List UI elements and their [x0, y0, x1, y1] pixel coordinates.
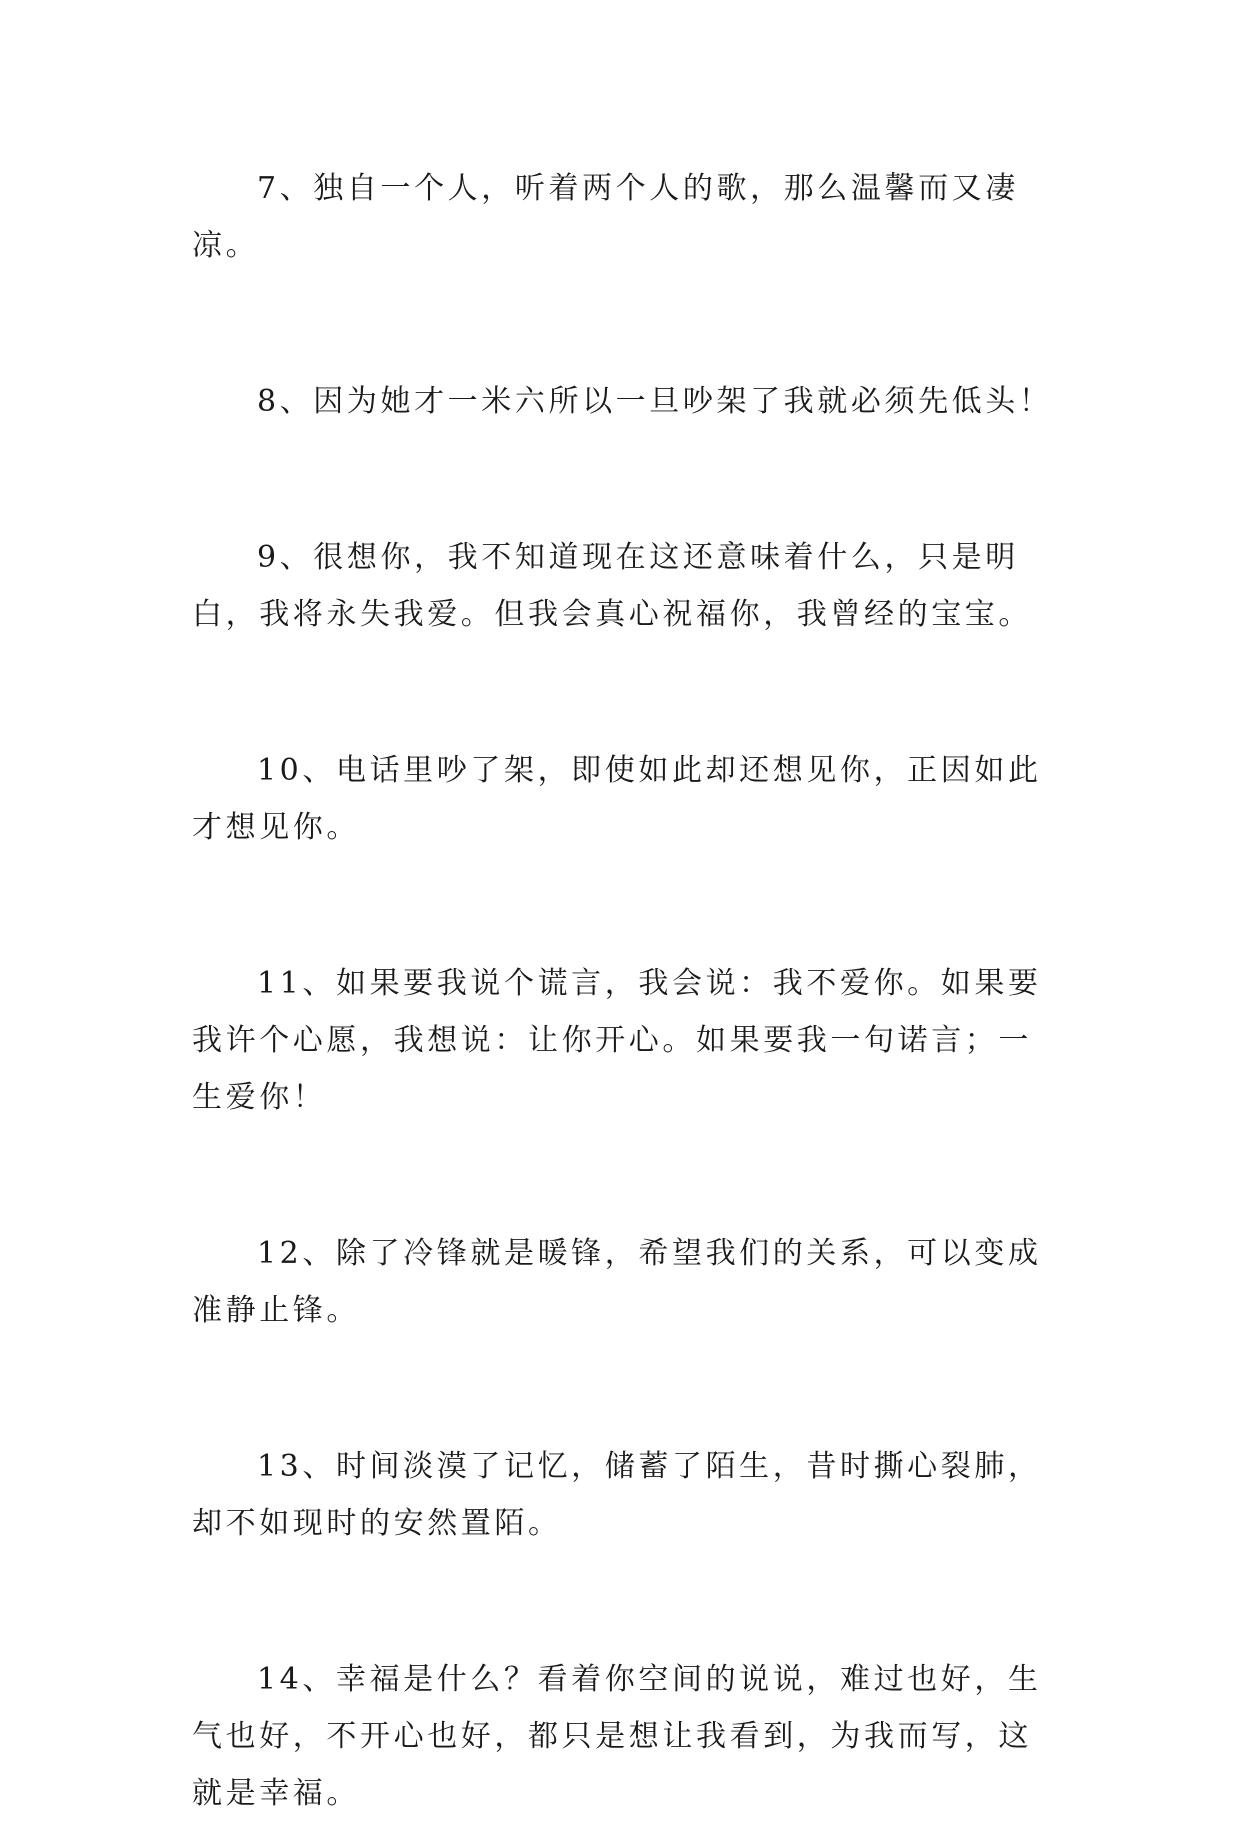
document-body [192, 160, 1058, 1822]
paragraph-10: 10、电话里吵了架，即使如此却还想见你，正因如此才想见你。 [192, 753, 1042, 845]
paragraph-9: 9、很想你，我不知道现在这还意味着什么，只是明白，我将永失我爱。但我会真心祝福你，我曾经的宝宝。 [192, 540, 1032, 632]
paragraph-7: 7、独自一个人，听着两个人的歌，那么温馨而又凄凉。 [192, 171, 1019, 263]
paragraph-11: 11、如果要我说个谎言，我会说：我不爱你。如果要我许个心愿，我想说：让你开心。如果要我一句诺言；一生爱你！ [192, 966, 1042, 1115]
paragraph-14: 14、幸福是什么？看着你空间的说说，难过也好，生气也好，不开心也好，都只是想让我看到，为我而写，这就是幸福。 [192, 1662, 1042, 1811]
paragraph-8: 8、因为她才一米六所以一旦吵架了我就必须先低头！ [257, 384, 1053, 419]
paragraph-12: 12、除了冷锋就是暖锋，希望我们的关系，可以变成准静止锋。 [192, 1236, 1042, 1328]
paragraph-13: 13、时间淡漠了记忆，储蓄了陌生，昔时撕心裂肺，却不如现时的安然置陌。 [192, 1449, 1042, 1541]
